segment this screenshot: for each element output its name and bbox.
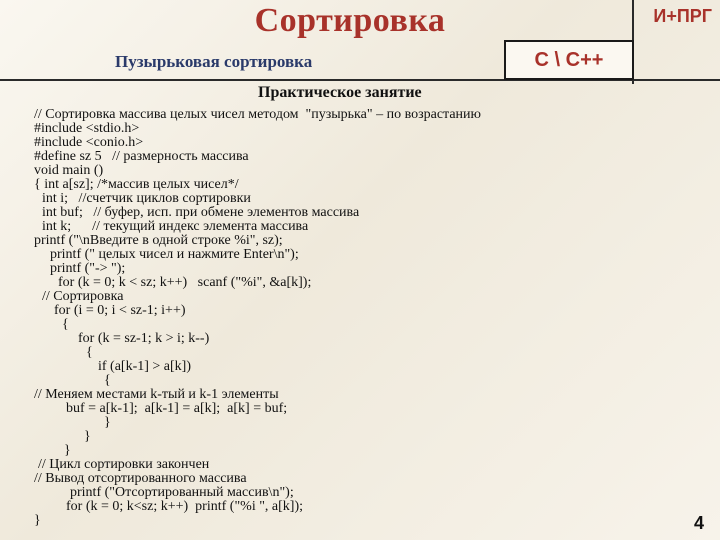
page-number: 4 [693, 513, 704, 533]
code-line: // Сортировка массива целых чисел методом "пузырька" – по возрастанию [34, 107, 481, 122]
code-line: #include <stdio.h> [34, 121, 140, 136]
code-line: for (k = 0; k < sz; k++) scanf ("%i", &a[k]); [58, 275, 312, 290]
code-line: } [104, 415, 111, 430]
language-label: C \ C++ [534, 48, 604, 71]
code-line: printf ("-> "); [50, 261, 126, 276]
code-line: for (k = sz-1; k > i; k--) [78, 331, 210, 346]
code-line: // Вывод отсортированного массива [34, 471, 247, 486]
code-line: for (i = 0; i < sz-1; i++) [54, 303, 186, 318]
code-line: // Сортировка [42, 289, 124, 304]
code-line: // Цикл сортировки закончен [38, 457, 210, 472]
code-line: int k; // текущий индекс элемента массива [42, 219, 309, 234]
section-title: Практическое занятие [258, 84, 422, 101]
code-line: #define sz 5 // размерность массива [34, 149, 249, 164]
code-line: buf = a[k-1]; a[k-1] = a[k]; a[k] = buf; [66, 401, 288, 416]
code-line: // Меняем местами k-тый и k-1 элементы [34, 387, 279, 402]
code-line: } [64, 443, 71, 458]
code-line: } [34, 513, 41, 528]
slide-subtitle: Пузырьковая сортировка [115, 52, 313, 71]
code-line: int i; //счетчик циклов сортировки [42, 191, 251, 206]
code-line: } [84, 429, 91, 444]
code-line: { int a[sz]; /*массив целых чисел*/ [34, 177, 239, 192]
code-line: { [62, 317, 69, 332]
code-line: #include <conio.h> [34, 135, 144, 150]
code-line: void main () [34, 163, 104, 178]
code-line: printf ("\nВведите в одной строке %i", sz); [34, 233, 283, 248]
code-line: printf ("Отсортированный массив\n"); [70, 485, 294, 500]
course-brand: И+ПРГ [653, 6, 712, 26]
code-line: { [104, 373, 111, 388]
code-line: { [86, 345, 93, 360]
code-line: int buf; // буфер, исп. при обмене элементов массива [42, 205, 360, 220]
code-line: for (k = 0; k<sz; k++) printf ("%i ", a[k]); [66, 499, 304, 514]
code-line: if (a[k-1] > a[k]) [98, 359, 192, 374]
code-line: printf (" целых чисел и нажмите Enter\n"); [50, 247, 299, 262]
slide-title: Сортировка [254, 2, 446, 39]
language-label-box [504, 40, 634, 80]
